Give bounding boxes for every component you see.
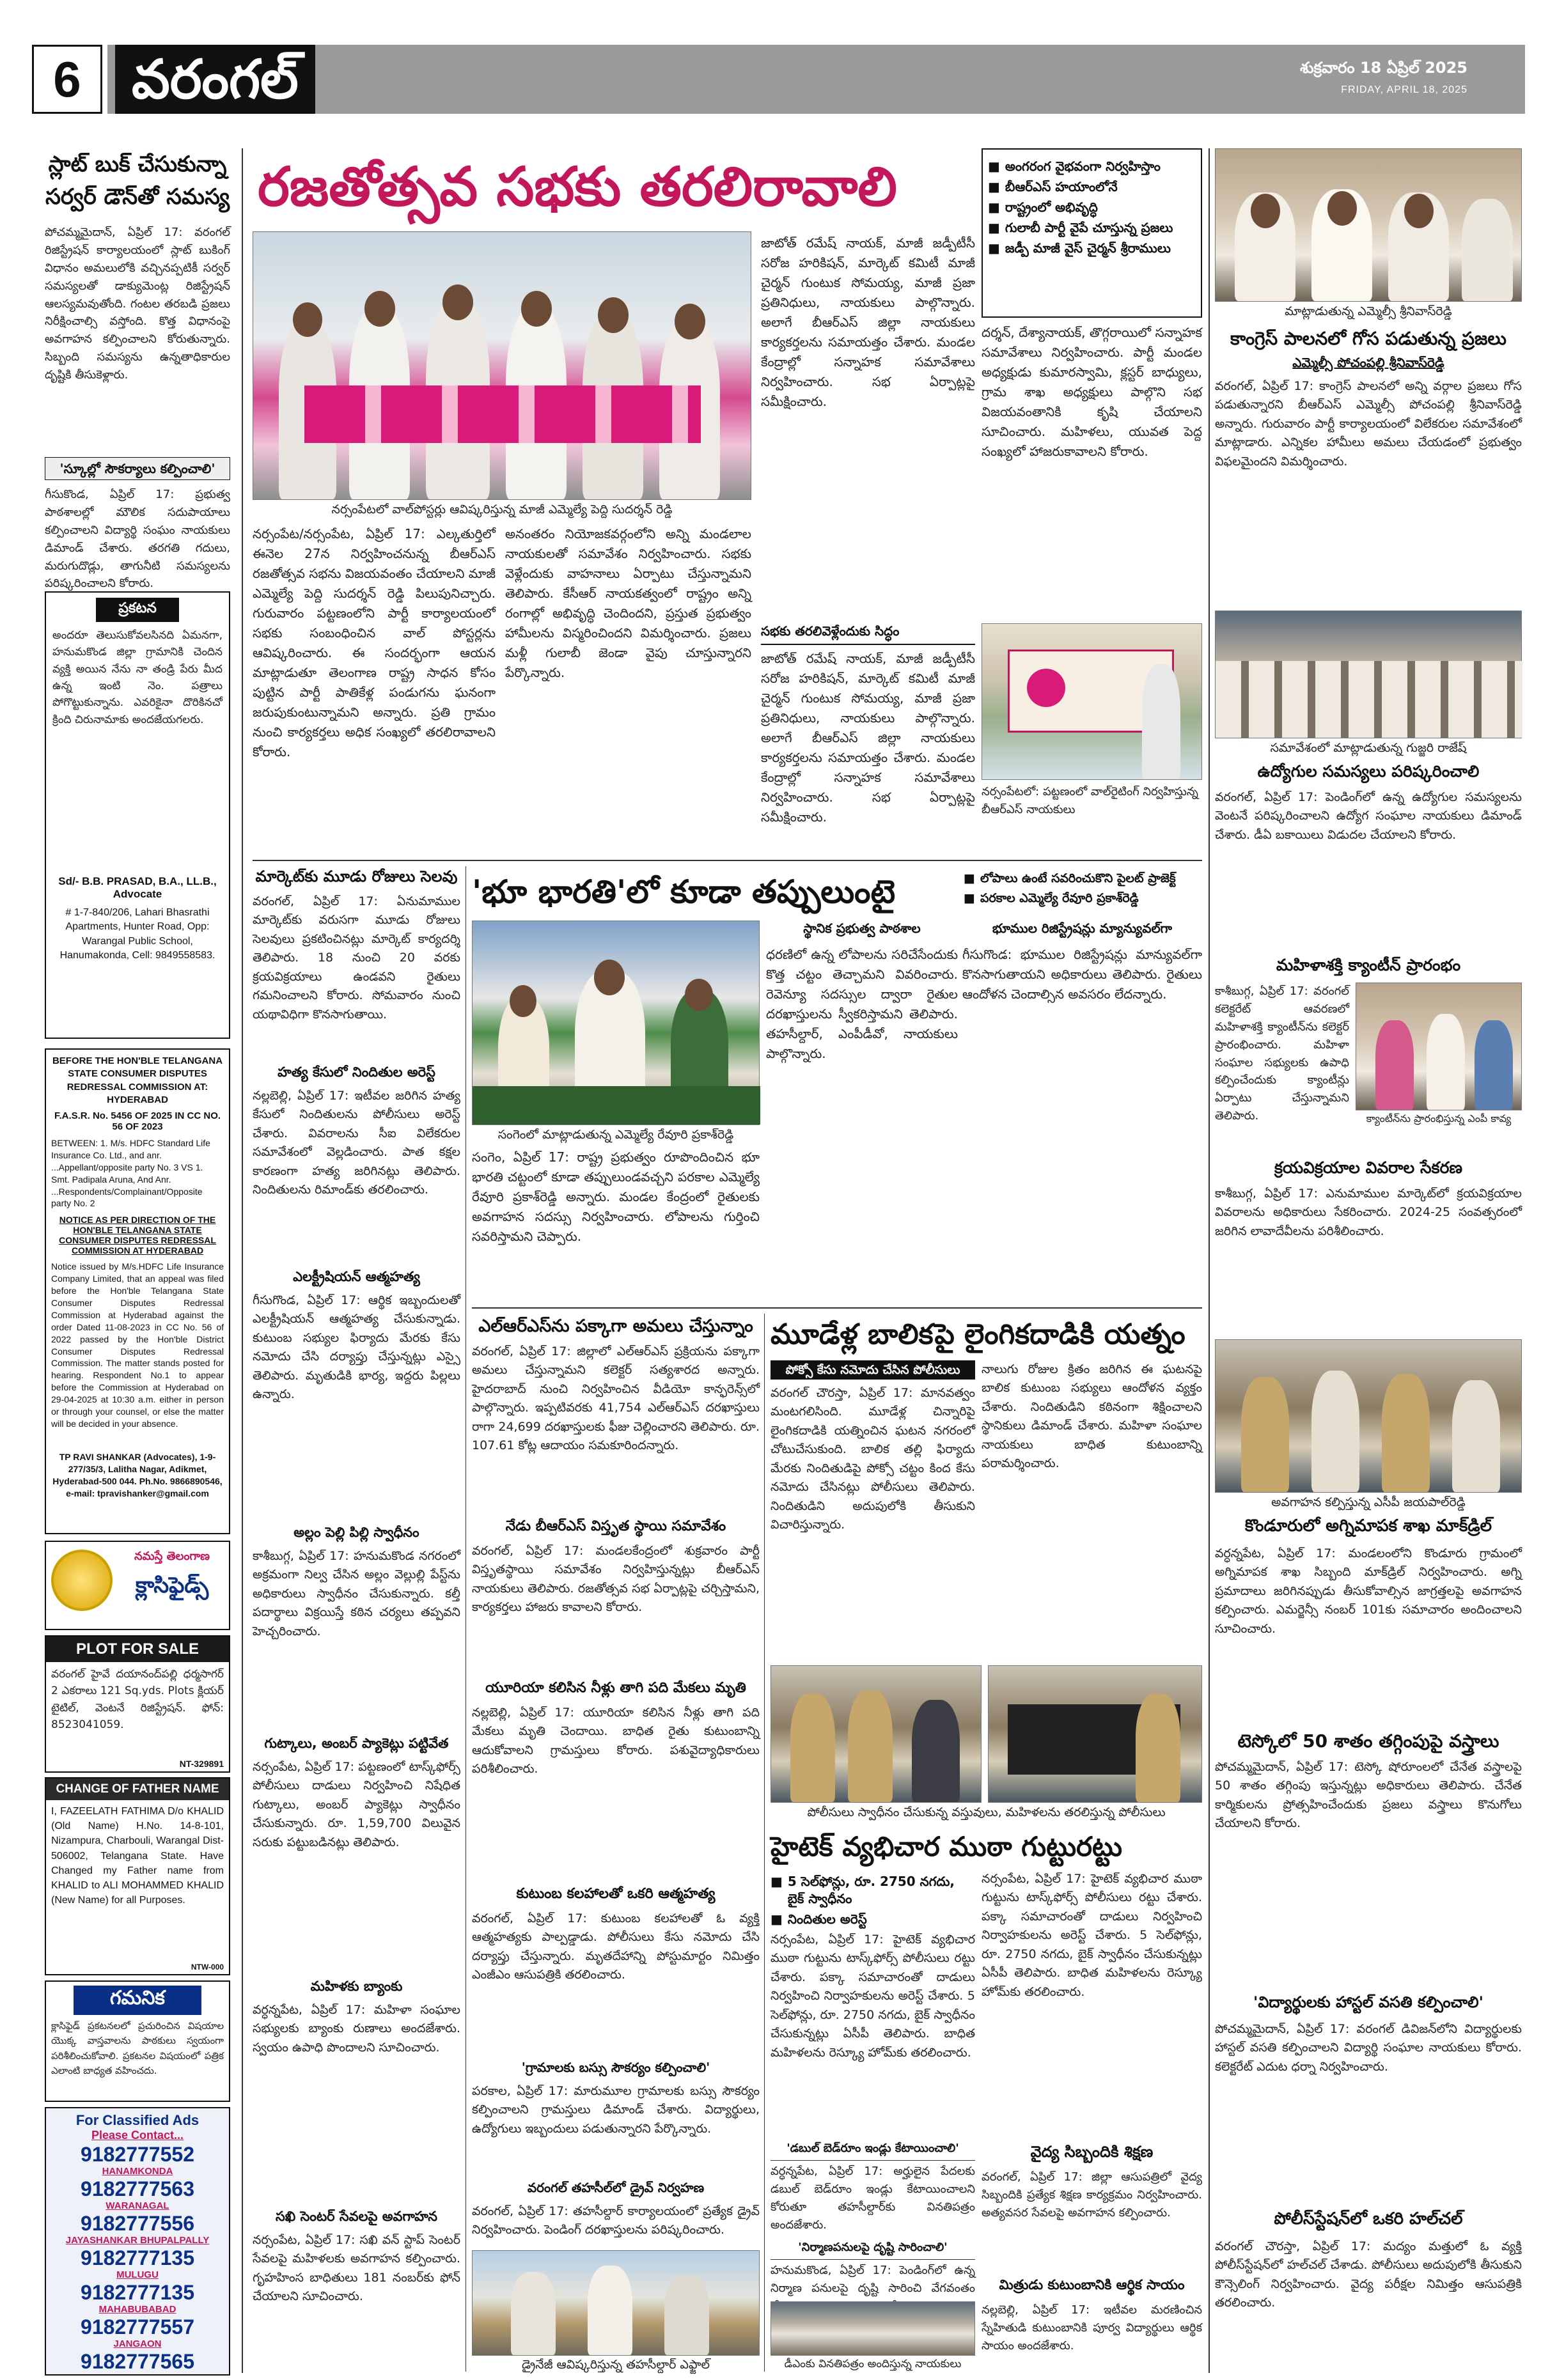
- bullet-item: [964, 871, 1201, 887]
- bullet-icon: ■: [988, 240, 1000, 256]
- masthead: [32, 45, 1525, 114]
- col2-b7: నర్సంపేట, ఏప్రిల్ 17: సఖి వన్ స్టాప్ సెంటర్ సేవలపై మహిళలకు అవగాహన కల్పించారు. గృహహింస బాధితులు 181 నంబర్‌కు ఫోన్ చేయాలని సూచించారు.: [253, 2233, 460, 2304]
- bullet-icon: ■: [964, 871, 975, 885]
- col4-b2: నర్సంపేట, ఏప్రిల్ 17: హైటెక్ వ్యభిచార ముఠా గుట్టును టాస్క్‌ఫోర్స్ పోలీసులు రట్టు చేశారు. పక్కా సమాచారంతో దాడులు నిర్వహించి నిర్వాహకులను అరెస్ట్ చేశారు. 5 సెల్‌ఫోన్లు, రూ. 2750 నగదు, బైక్ స్వాధీనం చేసుకున్నట్లు ఏసీపీ తెలిపారు. బాధిత మహిళలను రెస్క్యూ హోమ్‌కు తరలించారు.: [771, 1933, 975, 2060]
- lead-col-2: అనంతరం నియోజకవర్గంలోని అన్ని మండలాల నాయకులతో సమావేశం నిర్వహించారు. సభకు వెళ్లేందుకు వాహనాలు ఏర్పాటు చేస్తున్నామని తెలిపారు. కేసీఆర్ నాయకత్వంలో రాష్ట్రం అన్ని రంగాల్లో అభివృద్ధి చెందిందని, ప్రస్తుత ప్రభుత్వం హామీలను విస్మరించిందని విమర్శించారు. ప్రజలు మళ్లీ గులాబీ జెండా వైపు చూస్తున్నారని పేర్కొన్నారు.: [505, 526, 751, 680]
- col4-b6: నల్లబెల్లి, ఏప్రిల్ 17: ఇటీవల మరణించిన స్నేహితుడి కుటుంబానికి పూర్వ విద్యార్థులు ఆర్థిక సాయం అందజేశారు.: [982, 2303, 1202, 2353]
- col2-h2: హత్య కేసులో నిందితుల అరెస్ట్: [278, 1064, 435, 1080]
- contact-phone[interactable]: 9182777565: [81, 2350, 194, 2373]
- col2-b5: నర్సంపేట, ఏప్రిల్ 17: పట్టణంలో టాస్క్‌ఫోర్స్ పోలీసులు దాడులు నిర్వహించి నిషేధిత గుట్కాలు, అంబర్ ప్యాకెట్లు స్వాధీనం చేసుకున్నారు. రూ. 1,59,700 విలువైన సరుకు పట్టుబడినట్లు తెలిపారు.: [253, 1760, 460, 1849]
- section-title: వరంగల్: [115, 45, 315, 114]
- col3-h1: ఎల్ఆర్ఎస్‌ను పక్కాగా అమలు చేస్తున్నాం: [478, 1316, 753, 1336]
- col4-bullets: [771, 1870, 975, 1927]
- right-photo-1: [1215, 148, 1522, 302]
- right-photo-2: [1215, 611, 1522, 738]
- legal-body: Notice issued by M/s.HDFC Life Insurance Company Limited, that an appeal was filed before the Hon'ble Telangana State Consumer Disputes Redressal Commission at Hyderabad against the order Dated 11-08-2023 in CC No. 56 of 2022 passed by the Hon'ble District Consumer Disputes Redressal Commission. The matter stands posted for hearing. Respondent No.1 to appear before the Commission at Hyderabad on 29-04-2025 at 10:30 a.m. either in person or through your counsel, or else the matter will be decided in your absence.: [51, 1261, 224, 1429]
- col3-b5: పరకాల, ఏప్రిల్ 17: మారుమూల గ్రామాలకు బస్సు సౌకర్యం కల్పించాలని గ్రామస్తులు డిమాండ్ చేశారు. విద్యార్థులు, ఉద్యోగులు ఇబ్బందులు పడుతున్నారని పేర్కొన్నారు.: [472, 2084, 760, 2136]
- contact-area: MAHABUBABAD: [98, 2304, 176, 2315]
- notice-signature: Sd/- B.B. PRASAD, B.A., LL.B., Advocate: [58, 875, 217, 900]
- notice-box: [45, 591, 230, 1039]
- legal-title: BEFORE THE HON'BLE TELANGANA STATE CONSUMER DISPUTES REDRESSAL COMMISSION AT: HYDERABAD: [52, 1055, 223, 1105]
- contacts-title: For Classified Ads: [75, 2112, 200, 2128]
- lead-photo-2-caption: నర్సంపేటలో: పట్టణంలో వాల్‌రైటింగ్ నిర్వహిస్తున్న బీఆర్ఎస్ నాయకులు: [982, 785, 1198, 816]
- bullet-item: [988, 199, 1196, 216]
- col3-b6: వరంగల్, ఏప్రిల్ 17: తహసీల్దార్ కార్యాలయంలో ప్రత్యేక డ్రైవ్ నిర్వహించారు. పెండింగ్ దరఖాస్తులను పరిష్కరించారు.: [472, 2204, 760, 2237]
- contact-phone[interactable]: 9182777557: [81, 2315, 194, 2338]
- right-photo-4: [1215, 1339, 1522, 1493]
- bhubharati-caption: సంగెంలో మాట్లాడుతున్న ఎమ్మెల్యే రేవూరి ప్రకాశ్‌రెడ్డి: [497, 1128, 734, 1142]
- contacts-sub: Please Contact...: [91, 2129, 184, 2142]
- classified-contacts: [45, 2107, 230, 2376]
- bullet-text: రాష్ట్రంలో అభివృద్ధి: [1005, 199, 1098, 215]
- col2-b1: వరంగల్, ఏప్రిల్ 17: ఏనుమాముల మార్కెట్‌కు వరుసగా మూడు రోజులు సెలవులు ప్రకటించినట్లు మార్కెట్ కార్యదర్శి తెలిపారు. 18 నుంచి 20 వరకు క్రయవిక్రయాలు ఉండవని రైతులు గమనించాలని కోరారు. సోమవారం నుంచి యథావిధిగా కొనసాగుతాయి.: [253, 894, 460, 1022]
- bullet-item: [988, 219, 1196, 237]
- right-photo-3-caption: క్యాంటీన్‌ను ప్రారంభిస్తున్న ఎంపీ కావ్య: [1366, 1112, 1512, 1124]
- col2-h1: మార్కెట్‌కు మూడు రోజులు సెలవు: [255, 867, 458, 885]
- contact-phone[interactable]: 9182777552: [81, 2143, 194, 2166]
- col3-b3: నల్లబెల్లి, ఏప్రిల్ 17: యూరియా కలిసిన నీళ్లు తాగి పది మేకలు మృతి చెందాయి. బాధిత రైతు కుటుంబాన్ని ఆదుకోవాలని గ్రామస్తులు కోరారు. పశువైద్యాధికారులు పరిశీలించారు.: [472, 1706, 760, 1777]
- masthead-date: [1300, 59, 1467, 96]
- bhubharati-body-2: ధరణిలో ఉన్న లోపాలను సరిచేసేందుకు కొత్త చట్టం తెచ్చామని వివరించారు. రెవెన్యూ సదస్సుల ద్వారా రైతుల దరఖాస్తులను స్వీకరిస్తామని తెలిపారు. తహసీల్దార్, ఎంపీడీవో, నాయకులు పాల్గొన్నారు.: [766, 947, 958, 1061]
- col4-bullet-list: [771, 1873, 975, 1928]
- legal-notice: [45, 1048, 230, 1534]
- contact-area: WARANAGAL: [106, 2200, 169, 2211]
- bullet-text: గులాబీ పార్టీ వైపే చూస్తున్న ప్రజలు: [1005, 220, 1173, 235]
- lead-col-1: నర్సంపేట/నర్సంపేట, ఏప్రిల్ 17: ఎల్కతుర్తిలో ఈనెల 27న నిర్వహించనున్న బీఆర్ఎస్ రజతోత్సవ సభను విజయవంతం చేయాలని మాజీ ఎమ్మెల్యే పెద్ది సుదర్శన్ రెడ్డి పిలుపునిచ్చారు. గురువారం పట్టణంలోని పార్టీ కార్యాలయంలో సభకు సంబంధించిన వాల్ పోస్టర్లను ఆవిష్కరించారు. ఈ సందర్భంగా ఆయన మాట్లాడుతూ తెలంగాణ రాష్ట్ర సాధన కోసం పుట్టిన పార్టీ పాతికేళ్ల పండుగను ఘనంగా జరుపుకుంటున్నామని అన్నారు. ప్రతి గ్రామం నుంచి కార్యకర్తలు అధిక సంఖ్యలో తరలిరావాలని కోరారు.: [253, 526, 496, 759]
- bullet-text: పరకాల ఎమ్మెల్యే రేవూరి ప్రకాశ్‌రెడ్డి: [980, 891, 1139, 905]
- col4-b3: వర్ధన్నపేట, ఏప్రిల్ 17: అర్హులైన పేదలకు డబుల్ బెడ్‌రూం ఇండ్లు కేటాయించాలని కోరుతూ తహసీల్దార్‌కు వినతిపత్రం అందజేశారు.: [771, 2165, 975, 2232]
- col4-b2-cont: నర్సంపేట, ఏప్రిల్ 17: హైటెక్ వ్యభిచార ముఠా గుట్టును టాస్క్‌ఫోర్స్ పోలీసులు రట్టు చేశారు. పక్కా సమాచారంతో దాడులు నిర్వహించి నిర్వాహకులను అరెస్ట్ చేశారు. 5 సెల్‌ఫోన్లు, రూ. 2750 నగదు, బైక్ స్వాధీనం చేసుకున్నట్లు ఏసీపీ తెలిపారు. బాధిత మహిళలను రెస్క్యూ హోమ్‌కు తరలించారు.: [982, 1872, 1202, 1999]
- bullet-item: [964, 891, 1201, 907]
- bullet-icon: ■: [988, 179, 1000, 194]
- right-h7: 'విద్యార్థులకు హాస్టల్ వసతి కల్పించాలి': [1253, 1993, 1484, 2011]
- notice-address: # 1-7-840/206, Lahari Bhasrathi Apartments, Hunter Road, Opp: Warangal Public School, Hanumakonda, Cell: 9849558583.: [59, 907, 215, 961]
- bullet-icon: ■: [771, 1874, 783, 1889]
- plot-for-sale-ad: [45, 1635, 230, 1773]
- right-h5: కొండూరులో అగ్నిమాపక శాఖ మాక్‌డ్రిల్: [1244, 1516, 1492, 1536]
- contact-area: JANGAON: [113, 2338, 162, 2349]
- legal-signature: TP RAVI SHANKAR (Advocates), 1-9-277/35/3, Lalitha Nagar, Adikmet, Hyderabad-500 044. Ph.No. 9866890546, e-mail: tpravishanker@gmail.com: [52, 1452, 223, 1499]
- col3-b4: వరంగల్, ఏప్రిల్ 17: కుటుంబ కలహాలతో ఓ వ్యక్తి ఆత్మహత్యకు పాల్పడ్డాడు. పోలీసులు కేసు నమోదు చేసి దర్యాప్తు చేస్తున్నారు. మృతదేహాన్ని పోస్టుమార్టం నిమిత్తం ఎంజీఎం ఆసుపత్రికి తరలించారు.: [472, 1911, 760, 1982]
- right-b2: వరంగల్, ఏప్రిల్ 17: పెండింగ్‌లో ఉన్న ఉద్యోగుల సమస్యలను వెంటనే పరిష్కరించాలని ఉద్యోగ సంఘాల నాయకులు డిమాండ్ చేశారు. డీఏ బకాయిలు విడుదల చేయాలని కోరారు.: [1215, 790, 1522, 842]
- col3-b2: వరంగల్, ఏప్రిల్ 17: మండలకేంద్రంలో శుక్రవారం పార్టీ విస్తృతస్థాయి సమావేశం నిర్వహిస్తున్నట్లు బీఆర్ఎస్ నాయకులు తెలిపారు. రజతోత్సవ సభ ఏర్పాట్లపై చర్చిస్తామని, కార్యకర్తలు హాజరు కావాలని కోరారు.: [472, 1544, 760, 1615]
- contact-area: HANAMKONDA: [102, 2166, 173, 2177]
- col3-h3: యూరియా కలిసిన నీళ్లు తాగి పది మేకలు మృతి: [485, 1680, 746, 1696]
- gamanika-title: గమనిక: [74, 1986, 201, 2015]
- date-telugu: శుక్రవారం 18 ఏప్రిల్ 2025: [1300, 59, 1467, 77]
- contact-phone[interactable]: 9182777135: [81, 2281, 194, 2304]
- right-b5: వర్ధన్నపేట, ఏప్రిల్ 17: మండలంలోని కొండూరు గ్రామంలో అగ్నిమాపక శాఖ సిబ్బంది మాక్‌డ్రిల్ నిర్వహించారు. అగ్ని ప్రమాదాలు జరిగినప్పుడు తీసుకోవాల్సిన జాగ్రత్తలపై అవగాహన కల్పించారు. ఎమర్జెన్సీ నంబర్ 101కు సమాచారం అందించాలని సూచించారు.: [1215, 1546, 1522, 1636]
- notice-body: అందరూ తెలుసుకోవలసినది ఏమనగా, హనుమకొండ జిల్లా గ్రామానికి చెందిన వ్యక్తి అయిన నేను నా తండ్రి పేరు మీద ఉన్న ఇంటి నెం. పత్రాలు పోగొట్టుకున్నాను. ఎవరికైనా దొరికినచో క్రింది చిరునామాకు అందజేయగలరు.: [52, 629, 223, 726]
- bullet-icon: ■: [771, 1911, 783, 1927]
- bullet-item: [988, 158, 1196, 175]
- right-h6: టెస్కోలో 50 శాతం తగ్గింపుపై వస్త్రాలు: [1237, 1731, 1499, 1752]
- lead-bottom-rule: [253, 860, 1202, 861]
- left-subhead: 'స్కూల్లో సౌకర్యాలు కల్పించాలి': [45, 457, 230, 480]
- classifieds-banner: [45, 1541, 230, 1630]
- lead-bullets: [982, 148, 1202, 318]
- contact-phone[interactable]: 9182777563: [81, 2177, 194, 2200]
- col2-b3: గీసుగొండ, ఏప్రిల్ 17: ఆర్థిక ఇబ్బందులతో ఎలక్ట్రీషియన్ ఆత్మహత్య చేసుకున్నాడు. కుటుంబ సభ్యుల ఫిర్యాదు మేరకు కేసు నమోదు చేసి దర్యాప్తు చేస్తున్నట్లు ఎస్సై తెలిపారు. మృతుడికి భార్య, ఇద్దరు పిల్లలు ఉన్నారు.: [253, 1293, 460, 1402]
- right-h2: ఉద్యోగుల సమస్యలు పరిష్కరించాలి: [1257, 762, 1480, 781]
- legal-between: BETWEEN: 1. M/s. HDFC Standard Life Insurance Co. Ltd., and anr. ...Appellant/opposite party No. 3 VS 1. Smt. Padipala Aruna, And Anr. ...Respondents/Complainant/Opposite party No. 2: [51, 1138, 210, 1209]
- col2-h3: ఎలక్ట్రీషియన్ ఆత్మహత్య: [293, 1269, 420, 1284]
- bhubharati-headline: 'భూ భారతి'లో కూడా తప్పులుంటై: [472, 873, 896, 910]
- right-photo-4-caption: అవగాహన కల్పిస్తున్న ఎసీపీ జయపాల్‌రెడ్డి: [1271, 1495, 1466, 1509]
- left-article-body: పోచమ్మమైదాన్, ఏప్రిల్ 17: వరంగల్ రిజిస్ట్రేషన్ కార్యాలయంలో స్లాట్ బుకింగ్ విధానం అమలులోకి వచ్చినప్పటికీ సర్వర్ సమస్యలతో డాక్యుమెంట్ల రిజిస్ట్రేషన్ ఆలస్యమవుతోంది. గంటల తరబడి ప్రజలు నిరీక్షించాల్సి వస్తోంది. కొత్త విధానంపై అవగాహన కల్పించాలని కోరుతున్నారు. సిబ్బంది సమస్యను ఉన్నతాధికారుల దృష్టికి తీసుకెళ్లారు.: [45, 226, 230, 382]
- col2-h4: అల్లం పెల్లి పిల్లి స్వాధీనం: [293, 1525, 419, 1540]
- right-h1: కాంగ్రెస్ పాలనలో గోస పడుతున్న ప్రజలు: [1230, 328, 1506, 349]
- right-b6: పోచమ్మమైదాన్, ఏప్రిల్ 17: టెస్కో షోరూంలలో చేనేత వస్త్రాలపై 50 శాతం తగ్గింపు ఇస్తున్నట్లు అధికారులు తెలిపారు. చేనేత కార్మికులను ప్రోత్సహించేందుకు ప్రజలు వస్త్రాలు కొనుగోలు చేయాలని కోరారు.: [1215, 1760, 1522, 1831]
- col3-divider: [764, 1314, 765, 2372]
- lead-photo-caption: నర్సంపేటలో వాల్‌పోస్టర్లు ఆవిష్కరిస్తున్న మాజీ ఎమ్మెల్యే పెద్ది సుదర్శన్ రెడ్డి: [331, 502, 673, 517]
- col4-b5: వరంగల్, ఏప్రిల్ 17: జిల్లా ఆసుపత్రిలో వైద్య సిబ్బందికి ప్రత్యేక శిక్షణ కార్యక్రమం నిర్వహించారు. అత్యవసర సేవలపై అవగాహన కల్పించారు.: [982, 2170, 1202, 2220]
- classifieds-logo-icon: [51, 1550, 113, 1611]
- bhubharati-body-3: గీసుగొండ: భూముల రిజిస్ట్రేషన్లు మాన్యువల్‌గా కొనసాగుతాయని అధికారులు తెలిపారు. రైతులు ఆందోళన చెందాల్సిన అవసరం లేదన్నారు.: [962, 947, 1202, 1002]
- bhubharati-photo: [472, 921, 760, 1125]
- change-body: I, FAZEELATH FATHIMA D/o KHALID (Old Name) H.No. 14-8-101, Nizampura, Charbouli, Warangal Dist-506002, Telangana State. Have Changed my Father name from KHALID to ALI MOHAMMED KHALID (New Name) for all Purposes.: [51, 1806, 224, 1906]
- contact-phone[interactable]: 9182777135: [81, 2246, 194, 2269]
- lead-bullet-list: [988, 158, 1196, 257]
- bullet-item: [988, 178, 1196, 196]
- page-number: 6: [32, 45, 102, 114]
- bullet-item: [988, 240, 1196, 257]
- bhubharati-bullets: [962, 866, 1202, 914]
- bullet-icon: ■: [988, 220, 1000, 235]
- bullet-text: బీఆర్ఎస్ హయాంలోనే: [1005, 179, 1118, 194]
- plot-title: PLOT FOR SALE: [46, 1637, 229, 1662]
- lead-col-4: దర్శన్, దేశ్యానాయక్, తొగ్గరాయిలో సన్నాహక సమావేశాలు నిర్వహించారు. పార్టీ మండల అధ్యక్షుడు కుమారస్వామి, క్లస్టర్ బాధ్యులు, గ్రామ శాఖ అధ్యక్షులు పాల్గొని సభ విజయవంతానికి కృషి చేయాలని సూచించారు. మహిళలు, యువత పెద్ద సంఖ్యలో హాజరుకావాలని కోరారు.: [982, 325, 1202, 459]
- right-h3: మహిళాశక్తి క్యాంటీన్ ప్రారంభం: [1276, 956, 1461, 974]
- col3-photo: [472, 2250, 760, 2356]
- legal-notice-title: NOTICE AS PER DIRECTION OF THE HON'BLE TELANGANA STATE CONSUMER DISPUTES REDRESSAL COMMISSION AT HYDERABAD: [59, 1215, 216, 1256]
- col4-h4: మిత్రుడు కుటుంబానికి ఆర్థిక సాయం: [999, 2277, 1185, 2292]
- bullet-text: అంగరంగ వైభవంగా నిర్వహిస్తాం: [1005, 159, 1161, 174]
- right-b3: కాశీబుగ్గ, ఏప్రిల్ 17: వరంగల్ కలెక్టరేట్ ఆవరణలో మహిళాశక్తి క్యాంటీన్‌ను కలెక్టర్ ప్రారంభించారు. మహిళా సంఘాల సభ్యులకు ఉపాధి కల్పించేందుకు క్యాంటీన్లు ఏర్పాటు చేస్తున్నామని తెలిపారు.: [1215, 984, 1349, 1123]
- right-h8: పోలీస్‌స్టేషన్‌లో ఒకరి హల్‌చల్: [1274, 2209, 1463, 2228]
- right-divider: [1209, 148, 1210, 2373]
- legal-case: F.A.S.R. No. 5456 OF 2025 IN CC NO. 56 OF 2023: [54, 1110, 221, 1132]
- col3-photo-caption: డ్రైనేజీ ఆవిష్కరిస్తున్న తహసీల్దార్ ఎఫ్జాల్: [522, 2358, 710, 2372]
- col4-photo-3: [771, 2301, 975, 2356]
- col4-photo-2: [988, 1665, 1202, 1803]
- col4-photo-caption-2: డీఎంకు వినతిపత్రం అందిస్తున్న నాయకులు: [784, 2358, 962, 2370]
- col4-photo-1: [771, 1665, 982, 1803]
- contact-area: MULUGU: [116, 2269, 159, 2280]
- right-photo-3: [1356, 983, 1522, 1110]
- contact-list: [46, 2143, 229, 2372]
- date-english: FRIDAY, APRIL 18, 2025: [1341, 84, 1467, 95]
- gamanika-box: [45, 1980, 230, 2102]
- col3-b1: వరంగల్, ఏప్రిల్ 17: జిల్లాలో ఎల్ఆర్ఎస్ ప్రక్రియను పక్కాగా అమలు చేస్తున్నామని కలెక్టర్ సత్యశారద అన్నారు. హైదరాబాద్ నుంచి నిర్వహించిన వీడియో కాన్ఫరెన్స్‌లో పాల్గొన్నారు. ఇప్పటివరకు 41,754 ఎల్ఆర్ఎస్ దరఖాస్తులు రాగా 24,699 దరఖాస్తులకు ఫీజు చెల్లించారని తెలిపారు. రూ. 107.61 కోట్ల ఆదాయం సమకూరిందన్నారు.: [472, 1344, 760, 1453]
- bullet-item: [771, 1911, 975, 1928]
- gamanika-body: క్లాసిఫైడ్ ప్రకటనలలో ప్రచురించిన విషయాల యొక్క వాస్తవాలను పాఠకులు స్వయంగా పరిశీలించుకోవాలి. ప్రకటనల విషయంలో పత్రిక ఎలాంటి బాధ్యత వహించదు.: [51, 2020, 224, 2076]
- bullet-text: నిందితుల అరెస్ట్: [787, 1911, 867, 1927]
- col2-b4: కాశీబుగ్గ, ఏప్రిల్ 17: హనుమకొండ నగరంలో అక్రమంగా నిల్వ చేసిన అల్లం వెల్లుల్లి పేస్ట్‌ను అధికారులు స్వాధీనం చేసుకున్నారు. కల్తీ పదార్థాలు విక్రయిస్తే కఠిన చర్యలు తప్పవని హెచ్చరించారు.: [253, 1549, 460, 1638]
- col2-h6: మహిళకు బ్యాంకు: [310, 1979, 403, 1994]
- left-article-body-2: గీసుకొండ, ఏప్రిల్ 17: ప్రభుత్వ పాఠశాలల్లో మౌలిక సదుపాయాలు కల్పించాలని విద్యార్థి సంఘం నాయకులు డిమాండ్ చేశారు. తరగతి గదులు, మరుగుదొడ్లు, తాగునీటి సమస్యలను పరిష్కరించాలని కోరారు.: [45, 488, 230, 591]
- lead-col-3: జాటోత్ రమేష్ నాయక్, మాజీ జడ్పీటీసీ సరోజ హరికిషన్, మార్కెట్ కమిటీ మాజీ చైర్మన్ గుంటుక సోమయ్య, మాజీ ప్రజా ప్రతినిధులు, నాయకులు పాల్గొన్నారు. అలాగే బీఆర్ఎస్ జిల్లా నాయకులు కార్యకర్తలను సమాయత్తం చేశారు. మండల కేంద్రాల్లో సన్నాహక సమావేశాలు నిర్వహించారు. సభ ఏర్పాట్లపై సమీక్షించారు.: [761, 235, 975, 409]
- bullet-icon: ■: [964, 891, 975, 905]
- col3-sub: 'గ్రామాలకు బస్సు సౌకర్యం కల్పించాలి': [521, 2060, 710, 2075]
- right-photo-1-caption: మాట్లాడుతున్న ఎమ్మెల్సీ శ్రీనివాస్‌రెడ్డి: [1285, 304, 1452, 318]
- col4-b1: వరంగల్ చౌరస్తా, ఏప్రిల్ 17: మానవత్వం మంటగలిసింది. మూడేళ్ల చిన్నారిపై లైంగికదాడికి యత్నించిన ఘటన నగరంలో చోటుచేసుకుంది. బాలిక తల్లి ఫిర్యాదు మేరకు నిందితుడిపై పోక్సో చట్టం కింద కేసు నమోదు చేసినట్లు పోలీసులు తెలిపారు. నిందితుడిని అదుపులోకి తీసుకుని విచారిస్తున్నారు.: [771, 1386, 975, 1532]
- lead-photo-2: [982, 623, 1202, 780]
- col2-h7: సఖి సెంటర్ సేవలపై అవగాహన: [276, 2209, 437, 2224]
- right-sub1: ఎమ్మెల్సీ పోచంపల్లి శ్రీనివాస్‌రెడ్డి: [1292, 355, 1444, 370]
- bhubharati-bottom-rule: [472, 1307, 1202, 1309]
- bullet-icon: ■: [988, 159, 1000, 174]
- col3-h2: నేడు బీఆర్ఎస్ విస్తృత స్థాయి సమావేశం: [505, 1518, 726, 1534]
- col2-b6: వర్ధన్నపేట, ఏప్రిల్ 17: మహిళా సంఘాల సభ్యులకు బ్యాంకు రుణాలు అందజేశారు. స్వయం ఉపాధి పొందాలని సూచించారు.: [253, 2003, 460, 2055]
- lead-col-3b: జాటోత్ రమేష్ నాయక్, మాజీ జడ్పీటీసీ సరోజ హరికిషన్, మార్కెట్ కమిటీ మాజీ చైర్మన్ గుంటుక సోమయ్య, మాజీ ప్రజా ప్రతినిధులు, నాయకులు పాల్గొన్నారు. అలాగే బీఆర్ఎస్ జిల్లా నాయకులు కార్యకర్తలను సమాయత్తం చేశారు. మండల కేంద్రాల్లో సన్నాహక సమావేశాలు నిర్వహించారు. సభ ఏర్పాట్లపై సమీక్షించారు.: [761, 651, 975, 825]
- col3-h4: కుటుంబ కలహాలతో ఒకరి ఆత్మహత్య: [516, 1886, 716, 1902]
- col4-photo-caption: పోలీసులు స్వాధీనం చేసుకున్న వస్తువులు, మహిళలను తరలిస్తున్న పోలీసులు: [807, 1805, 1166, 1819]
- bullet-text: 5 సెల్‌ఫోన్లు, రూ. 2750 నగదు, బైక్ స్వాధీనం: [787, 1874, 955, 1906]
- change-name-ad: [45, 1777, 230, 1975]
- bullet-icon: ■: [988, 199, 1000, 215]
- lead-photo: [253, 231, 751, 500]
- bhubharati-body-1: సంగెం, ఏప్రిల్ 17: రాష్ట్ర ప్రభుత్వం రూపొందించిన భూ భారతి చట్టంలో కూడా తప్పులుండవచ్చని పరకాల ఎమ్మెల్యే రేవూరి ప్రకాశ్‌రెడ్డి అన్నారు. మండల కేంద్రంలో రైతులకు అవగాహన సదస్సు నిర్వహించారు. లోపాలను గుర్తించి సవరిస్తామని చెప్పారు.: [472, 1149, 760, 1244]
- plot-body: వరంగల్ హైవే దయానంద్‌పల్లి ధర్మసాగర్ 2 ఎకరాలు 121 Sq.yds. Plots క్లియర్ టైటిల్, వెంటనే రిజిస్ట్రేషన్. ఫోన్: 8523041059.: [51, 1668, 224, 1732]
- right-photo-2-caption: సమావేశంలో మాట్లాడుతున్న గుజ్జరి రాజేష్: [1270, 741, 1467, 755]
- lead-subcaption: సభకు తరలివెళ్లేందుకు సిద్ధం: [761, 623, 975, 645]
- classifieds-brand: నమస్తే తెలంగాణ: [134, 1550, 210, 1563]
- col3-sub-2: వరంగల్ తహసీల్‌లో డ్రైవ్ నిర్వహణ: [527, 2180, 705, 2195]
- bullet-item: [771, 1873, 975, 1908]
- bullet-text: జడ్పీ మాజీ వైస్ చైర్మన్ శ్రీరాములు: [1005, 240, 1171, 256]
- right-b4: కాశీబుగ్గ, ఏప్రిల్ 17: ఎనుమాముల మార్కెట్‌లో క్రయవిక్రయాల వివరాలను అధికారులు సేకరించారు. 2024-25 సంవత్సరంలో జరిగిన లావాదేవీలను పరిశీలించారు.: [1215, 1186, 1522, 1238]
- col4-h1: మూడేళ్ల బాలికపై లైంగికదాడికి యత్నం: [771, 1318, 1185, 1351]
- col4-h3: వైద్య సిబ్బందికి శిక్షణ: [1030, 2143, 1154, 2161]
- col4-b4: హనుమకొండ, ఏప్రిల్ 17: పెండింగ్‌లో ఉన్న నిర్మాణ పనులపై దృష్టి సారించి వేగవంతం: [771, 2264, 975, 2295]
- bhubharati-bullet-list: [964, 871, 1201, 906]
- bhubharati-sub-1: స్థానిక ప్రభుత్వ పాఠశాల: [803, 921, 921, 936]
- col4-kicker: పోక్సో కేసు నమోదు చేసిన పోలీసులు: [771, 1360, 975, 1380]
- column-divider: [242, 148, 243, 2373]
- col4-sub2: 'నిర్మాణపనులపై దృష్టి సారించాలి': [771, 2241, 975, 2260]
- bullet-text: లోపాలు ఉంటే సవరించుకొని పైలట్ ప్రాజెక్ట్: [980, 871, 1176, 885]
- right-b7: పోచమ్మమైదాన్, ఏప్రిల్ 17: వరంగల్ డివిజన్‌లోని విద్యార్థులకు హాస్టల్ వసతి కల్పించాలని విద్యార్థి సంఘాల నాయకులు కోరారు. కలెక్టరేట్ ఎదుట ధర్నా నిర్వహించారు.: [1215, 2022, 1522, 2074]
- right-h4: క్రయవిక్రయాల వివరాల సేకరణ: [1274, 1158, 1463, 1177]
- bhubharati-sub-2: భూముల రిజిస్ట్రేషన్లు మ్యాన్యువల్‌గా: [992, 921, 1173, 936]
- col2-h5: గుట్కాలు, అంబర్ ప్యాకెట్లు పట్టివేత: [264, 1736, 449, 1751]
- col2-b2: నల్లబెల్లి, ఏప్రిల్ 17: ఇటీవల జరిగిన హత్య కేసులో నిందితులను పోలీసులు అరెస్ట్ చేశారు. వివరాలను సీఐ విలేకరుల సమావేశంలో వెల్లడించారు. పాత కక్షల కారణంగా హత్య జరిగినట్లు తెలిపారు. నిందితులను రిమాండ్‌కు తరలించారు.: [253, 1089, 460, 1197]
- col4-b1b: నాలుగు రోజుల క్రితం జరిగిన ఈ ఘటనపై బాలిక కుటుంబ సభ్యులు ఆందోళన వ్యక్తం చేశారు. నిందితుడిని కఠినంగా శిక్షించాలని స్థానికులు డిమాండ్ చేశారు. మహిళా సంఘాల నాయకులు బాధిత కుటుంబాన్ని పరామర్శించారు.: [982, 1362, 1202, 1471]
- left-headline: స్లాట్ బుక్ చేసుకున్నా సర్వర్ డౌన్‌తో సమస్య: [45, 152, 230, 210]
- contact-phone[interactable]: 9182777556: [81, 2212, 194, 2235]
- contact-area: JAYASHANKAR BHUPALPALLY: [65, 2235, 210, 2246]
- lead-headline: రజతోత్సవ సభకు తరలిరావాలి: [258, 155, 897, 218]
- col4-h2: హైటెక్ వ్యభిచార ముఠా గుట్టురట్టు: [771, 1831, 1123, 1862]
- change-title: CHANGE OF FATHER NAME: [46, 1778, 229, 1800]
- right-b8: వరంగల్ చౌరస్తా, ఏప్రిల్ 17: మద్యం మత్తులో ఓ వ్యక్తి పోలీస్‌స్టేషన్‌లో హల్‌చల్ చేశాడు. పోలీసులు అదుపులోకి తీసుకుని కౌన్సెలింగ్ నిర్వహించారు. వైద్య పరీక్షల నిమిత్తం ఆసుపత్రికి తరలించారు.: [1215, 2239, 1522, 2310]
- classifieds-title: క్లాసిఫైడ్స్: [135, 1573, 209, 1598]
- change-code: NTW-000: [191, 1963, 224, 1972]
- right-b1: వరంగల్, ఏప్రిల్ 17: కాంగ్రెస్ పాలనలో అన్ని వర్గాల ప్రజలు గోస పడుతున్నారని బీఆర్ఎస్ ఎమ్మెల్సీ పోచంపల్లి శ్రీనివాస్‌రెడ్డి అన్నారు. గురువారం పార్టీ కార్యాలయంలో విలేకరుల సమావేశంలో మాట్లాడారు. ఎన్నికల హామీలు అమలు చేయడంలో ప్రభుత్వం విఫలమైందని విమర్శించారు.: [1215, 379, 1522, 469]
- col4-sub1: 'డబుల్ బెడ్‌రూం ఇండ్లు కేటాయించాలి': [771, 2142, 975, 2161]
- notice-title: ప్రకటన: [96, 598, 179, 622]
- plot-code: NT-329891: [179, 1759, 224, 1769]
